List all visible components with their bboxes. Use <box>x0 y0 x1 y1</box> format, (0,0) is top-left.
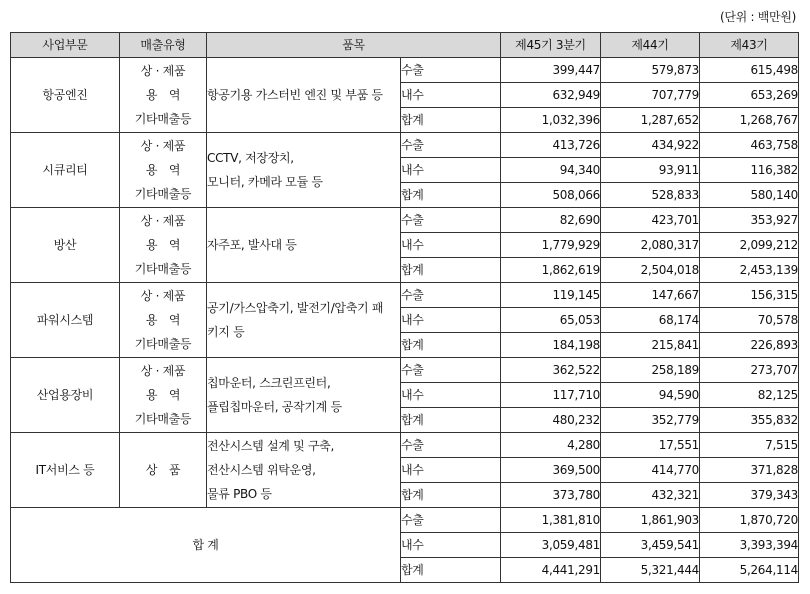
sales-type-line: 용 역 <box>145 163 181 177</box>
value-43: 116,382 <box>700 158 799 183</box>
row-label: 내수 <box>401 158 501 183</box>
sales-type-line: 상 · 제품 <box>140 289 186 303</box>
value-43: 3,393,394 <box>700 533 799 558</box>
sales-type-line: 용 역 <box>145 388 181 402</box>
item-description <box>207 208 401 283</box>
value-44: 707,779 <box>601 83 700 108</box>
item-description <box>207 433 401 508</box>
table-row <box>11 133 799 158</box>
sales-type <box>120 133 207 208</box>
item-line: 전산시스템 설계 및 구축, <box>207 439 334 453</box>
value-44: 579,873 <box>601 58 700 83</box>
value-45q3: 94,340 <box>501 158 601 183</box>
value-45q3: 1,862,619 <box>501 258 601 283</box>
row-label: 내수 <box>401 233 501 258</box>
value-44: 93,911 <box>601 158 700 183</box>
item-description <box>207 283 401 358</box>
row-label: 합계 <box>401 108 501 133</box>
value-43: 2,453,139 <box>700 258 799 283</box>
value-44: 2,080,317 <box>601 233 700 258</box>
value-45q3: 65,053 <box>501 308 601 333</box>
segment-name: IT서비스 등 <box>11 433 120 508</box>
value-44: 414,770 <box>601 458 700 483</box>
item-line: CCTV, 저장장치, <box>207 151 294 165</box>
value-45q3: 4,441,291 <box>501 558 601 583</box>
segment-name: 항공엔진 <box>11 58 120 133</box>
row-label: 합계 <box>401 483 501 508</box>
sales-table <box>10 32 799 583</box>
sales-type-line: 기타매출등 <box>134 187 192 201</box>
header-44: 제44기 <box>601 33 700 58</box>
value-45q3: 373,780 <box>501 483 601 508</box>
value-45q3: 1,032,396 <box>501 108 601 133</box>
table-body <box>11 58 799 583</box>
row-label: 합계 <box>401 258 501 283</box>
value-43: 615,498 <box>700 58 799 83</box>
value-45q3: 119,145 <box>501 283 601 308</box>
row-label: 합계 <box>401 558 501 583</box>
value-43: 273,707 <box>700 358 799 383</box>
value-45q3: 362,522 <box>501 358 601 383</box>
value-44: 94,590 <box>601 383 700 408</box>
header-item: 품목 <box>207 33 501 58</box>
item-line: 자주포, 발사대 등 <box>207 238 297 252</box>
value-44: 3,459,541 <box>601 533 700 558</box>
total-label: 합 계 <box>11 508 401 583</box>
value-44: 258,189 <box>601 358 700 383</box>
item-description <box>207 58 401 133</box>
segment-name: 시큐리티 <box>11 133 120 208</box>
segment-name: 파워시스템 <box>11 283 120 358</box>
segment-name: 방산 <box>11 208 120 283</box>
sales-type <box>120 433 207 508</box>
item-line: 항공기용 가스터빈 엔진 및 부품 등 <box>207 88 383 102</box>
value-45q3: 632,949 <box>501 83 601 108</box>
value-44: 17,551 <box>601 433 700 458</box>
table-row <box>11 283 799 308</box>
row-label: 수출 <box>401 358 501 383</box>
value-44: 1,287,652 <box>601 108 700 133</box>
row-label: 내수 <box>401 383 501 408</box>
segment-name: 산업용장비 <box>11 358 120 433</box>
item-description <box>207 133 401 208</box>
header-43: 제43기 <box>700 33 799 58</box>
value-43: 653,269 <box>700 83 799 108</box>
value-45q3: 508,066 <box>501 183 601 208</box>
value-45q3: 184,198 <box>501 333 601 358</box>
value-43: 1,870,720 <box>700 508 799 533</box>
value-45q3: 117,710 <box>501 383 601 408</box>
value-44: 5,321,444 <box>601 558 700 583</box>
row-label: 내수 <box>401 308 501 333</box>
sales-type-line: 상 · 제품 <box>140 64 186 78</box>
value-45q3: 413,726 <box>501 133 601 158</box>
value-45q3: 399,447 <box>501 58 601 83</box>
sales-type-line: 상 품 <box>145 463 181 477</box>
value-44: 434,922 <box>601 133 700 158</box>
sales-type-line: 상 · 제품 <box>140 139 186 153</box>
value-43: 379,343 <box>700 483 799 508</box>
value-43: 2,099,212 <box>700 233 799 258</box>
sales-type-line: 용 역 <box>145 238 181 252</box>
unit-note: (단위 : 백만원) <box>720 10 796 24</box>
row-label: 합계 <box>401 183 501 208</box>
value-43: 156,315 <box>700 283 799 308</box>
item-line: 키지 등 <box>207 325 245 339</box>
value-45q3: 1,381,810 <box>501 508 601 533</box>
header-45q3: 제45기 3분기 <box>501 33 601 58</box>
header-sales-type: 매출유형 <box>120 33 207 58</box>
value-43: 353,927 <box>700 208 799 233</box>
sales-type-line: 기타매출등 <box>134 112 192 126</box>
sales-type-line: 기타매출등 <box>134 412 192 426</box>
value-45q3: 1,779,929 <box>501 233 601 258</box>
row-label: 수출 <box>401 208 501 233</box>
item-line: 칩마운터, 스크린프린터, <box>207 376 331 390</box>
value-43: 355,832 <box>700 408 799 433</box>
value-44: 432,321 <box>601 483 700 508</box>
table-row <box>11 358 799 383</box>
value-43: 580,140 <box>700 183 799 208</box>
value-45q3: 4,280 <box>501 433 601 458</box>
row-label: 수출 <box>401 133 501 158</box>
value-43: 1,268,767 <box>700 108 799 133</box>
item-line: 전산시스템 위탁운영, <box>207 463 316 477</box>
sales-type <box>120 283 207 358</box>
row-label: 합계 <box>401 333 501 358</box>
row-label: 내수 <box>401 458 501 483</box>
value-43: 226,893 <box>700 333 799 358</box>
sales-type-line: 용 역 <box>145 313 181 327</box>
sales-type-line: 기타매출등 <box>134 262 192 276</box>
table-row <box>11 208 799 233</box>
sales-type <box>120 358 207 433</box>
value-43: 371,828 <box>700 458 799 483</box>
value-44: 215,841 <box>601 333 700 358</box>
item-line: 플립칩마운터, 공작기계 등 <box>207 400 342 414</box>
value-44: 2,504,018 <box>601 258 700 283</box>
value-43: 82,125 <box>700 383 799 408</box>
value-44: 147,667 <box>601 283 700 308</box>
row-label: 합계 <box>401 408 501 433</box>
value-43: 5,264,114 <box>700 558 799 583</box>
value-45q3: 82,690 <box>501 208 601 233</box>
sales-type <box>120 58 207 133</box>
total-row <box>11 508 799 533</box>
value-45q3: 369,500 <box>501 458 601 483</box>
sales-type <box>120 208 207 283</box>
table-header-row <box>11 33 799 58</box>
row-label: 수출 <box>401 283 501 308</box>
sales-type-line: 상 · 제품 <box>140 364 186 378</box>
row-label: 내수 <box>401 533 501 558</box>
row-label: 수출 <box>401 433 501 458</box>
sales-type-line: 용 역 <box>145 88 181 102</box>
row-label: 수출 <box>401 508 501 533</box>
header-segment: 사업부문 <box>11 33 120 58</box>
value-44: 423,701 <box>601 208 700 233</box>
value-44: 528,833 <box>601 183 700 208</box>
item-line: 모니터, 카메라 모듈 등 <box>207 175 323 189</box>
value-43: 463,758 <box>700 133 799 158</box>
value-44: 352,779 <box>601 408 700 433</box>
sales-type-line: 기타매출등 <box>134 337 192 351</box>
row-label: 내수 <box>401 83 501 108</box>
sales-type-line: 상 · 제품 <box>140 214 186 228</box>
value-45q3: 480,232 <box>501 408 601 433</box>
value-44: 1,861,903 <box>601 508 700 533</box>
table-row <box>11 58 799 83</box>
value-45q3: 3,059,481 <box>501 533 601 558</box>
item-line: 공기/가스압축기, 발전기/압축기 패 <box>207 301 384 315</box>
value-43: 7,515 <box>700 433 799 458</box>
item-description <box>207 358 401 433</box>
value-44: 68,174 <box>601 308 700 333</box>
row-label: 수출 <box>401 58 501 83</box>
value-43: 70,578 <box>700 308 799 333</box>
item-line: 물류 PBO 등 <box>207 487 272 501</box>
table-row <box>11 433 799 458</box>
